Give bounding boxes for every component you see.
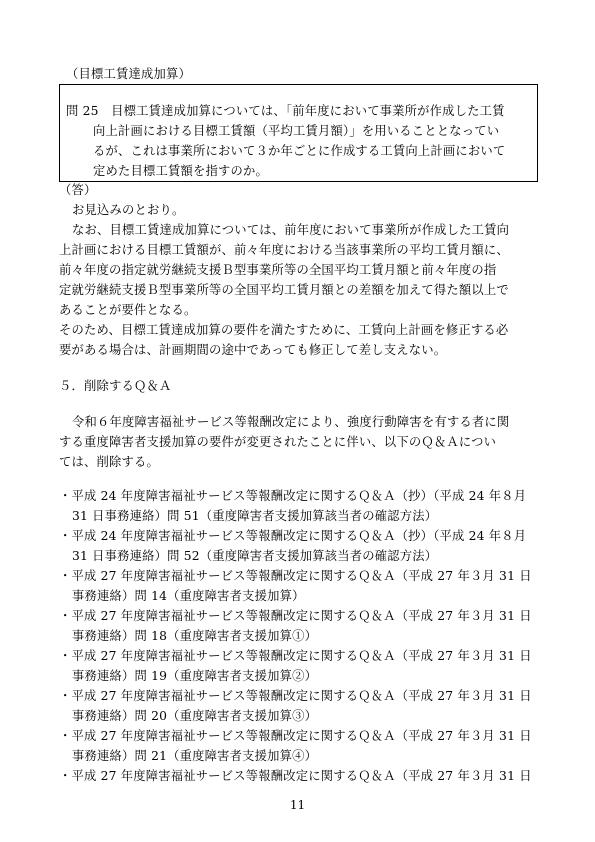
answer-line: そのため、目標工賃達成加算の要件を満たすために、工賃向上計画を修正する必	[59, 323, 509, 337]
answer-line: 前々年度の指定就労継続支援Ｂ型事業所等の全国平均工賃月額と前々年度の指	[59, 263, 497, 277]
section-intro-line: ては、削除する。	[59, 455, 159, 469]
question-line: 向上計画における目標工賃額（平均工賃月額）」を用いることとなってい	[93, 124, 500, 138]
page-number: 11	[289, 798, 306, 812]
deleted-qa-item-cont: 事務連絡）問 14（重度障害者支援加算）	[72, 589, 305, 603]
question-line: るが、これは事業所において３か年ごとに作成する工賃向上計画において	[93, 144, 506, 158]
section-title: ５．削除するＱ＆Ａ	[59, 379, 172, 393]
deleted-qa-item-cont: 事務連絡）問 19（重度障害者支援加算②）	[72, 669, 318, 683]
answer-line: お見込みのとおり。	[72, 203, 185, 217]
deleted-qa-item: ・平成 27 年度障害福祉サービス等報酬改定に関するＱ＆Ａ（平成 27 年３月 31 日	[59, 689, 532, 703]
deleted-qa-item-cont: 事務連絡）問 20（重度障害者支援加算③）	[72, 709, 318, 723]
deleted-qa-item: ・平成 27 年度障害福祉サービス等報酬改定に関するＱ＆Ａ（平成 27 年３月 31 日	[59, 729, 532, 743]
deleted-qa-item-cont: 31 日事務連絡）問 52（重度障害者支援加算該当者の確認方法）	[72, 549, 438, 563]
question-heading: （目標工賃達成加算）	[66, 67, 191, 81]
deleted-qa-item: ・平成 24 年度障害福祉サービス等報酬改定に関するＱ＆Ａ（抄）（平成 24 年８月	[59, 489, 527, 503]
section-intro-line: 令和６年度障害福祉サービス等報酬改定により、強度行動障害を有する者に関	[72, 415, 510, 429]
question-line: 定めた目標工賃額を指すのか。	[93, 164, 268, 178]
answer-line: 定就労継続支援Ｂ型事業所等の全国平均工賃月額との差額を加えて得た額以上で	[59, 283, 509, 297]
answer-line: 要がある場合は、計画期間の途中であっても修正して差し支えない。	[59, 343, 447, 357]
deleted-qa-item: ・平成 27 年度障害福祉サービス等報酬改定に関するＱ＆Ａ（平成 27 年３月 31 日	[59, 649, 532, 663]
answer-label: （答）	[59, 183, 97, 197]
deleted-qa-item: ・平成 27 年度障害福祉サービス等報酬改定に関するＱ＆Ａ（平成 27 年３月 31 日	[59, 609, 532, 623]
deleted-qa-item-cont: 31 日事務連絡）問 51（重度障害者支援加算該当者の確認方法）	[72, 509, 438, 523]
section-intro-line: する重度障害者支援加算の要件が変更されたことに伴い、以下のＱ＆Ａについ	[59, 435, 497, 449]
deleted-qa-item: ・平成 27 年度障害福祉サービス等報酬改定に関するＱ＆Ａ（平成 27 年３月 31 日	[59, 569, 532, 583]
deleted-qa-item: ・平成 27 年度障害福祉サービス等報酬改定に関するＱ＆Ａ（平成 27 年３月 31 日	[59, 769, 532, 783]
deleted-qa-item-cont: 事務連絡）問 21（重度障害者支援加算④）	[72, 749, 318, 763]
answer-line: あることが要件となる。	[59, 303, 197, 317]
answer-line: 上計画における目標工賃額が、前々年度における当該事業所の平均工賃月額に、	[59, 243, 509, 257]
deleted-qa-item: ・平成 24 年度障害福祉サービス等報酬改定に関するＱ＆Ａ（抄）（平成 24 年８月	[59, 529, 527, 543]
deleted-qa-item-cont: 事務連絡）問 18（重度障害者支援加算①）	[72, 629, 318, 643]
answer-line: なお、目標工賃達成加算については、前年度において事業所が作成した工賃向	[72, 223, 510, 237]
question-line: 問 25 目標工賃達成加算については、「前年度において事業所が作成した工賃	[66, 104, 505, 118]
